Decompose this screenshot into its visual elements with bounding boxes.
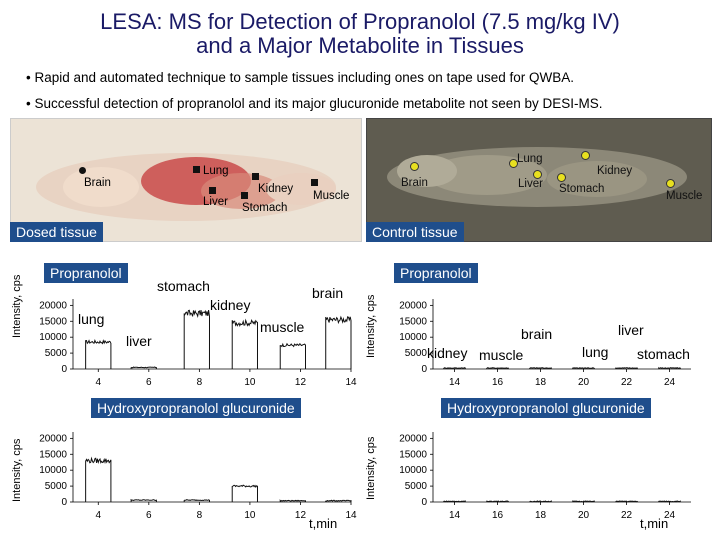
dosed-label-stomach: Stomach (242, 202, 288, 214)
y-tick-label: 10000 (399, 332, 427, 344)
dosed-label-liver: Liver (203, 196, 228, 208)
trace-muscle (487, 501, 509, 502)
x-tick-label: 14 (448, 510, 461, 521)
trace-muscle (280, 344, 305, 369)
dosed-label-lung: Lung (203, 165, 229, 177)
x-tick-label: 4 (95, 510, 102, 521)
y-tick-label: 5000 (44, 348, 67, 360)
x-tick-label: 10 (244, 377, 256, 388)
dosed-label-brain: Brain (84, 177, 111, 189)
title-line-1: LESA: MS for Detection of Propranolol (7.5 mg/kg IV) (100, 9, 620, 34)
chart3-plot (39, 428, 357, 528)
dosed-tissue-label: Dosed tissue (10, 222, 103, 242)
y-tick-label: 20000 (399, 433, 427, 445)
control-label-brain: Brain (401, 177, 428, 189)
trace-kidney (232, 485, 257, 502)
chart4-title: Hydroxypropranolol glucuronide (441, 398, 651, 418)
x-tick-label: 10 (244, 510, 256, 521)
sample-dot-brain (79, 167, 86, 174)
chart3-title: Hydroxypropranolol glucuronide (91, 398, 301, 418)
x-tick-label: 24 (663, 510, 676, 521)
x-tick-label: 12 (294, 377, 307, 388)
chart4-xlabel: t,min (640, 516, 669, 531)
x-tick-label: 16 (491, 377, 504, 388)
sample-dot-stomach (241, 192, 248, 199)
chart2-annot-brain: brain (521, 326, 553, 342)
chart2-annot-stomach: stomach (637, 346, 690, 362)
y-tick-label: 0 (421, 497, 427, 508)
x-tick-label: 16 (491, 510, 504, 521)
y-tick-label: 5000 (404, 348, 427, 360)
y-tick-label: 0 (61, 364, 67, 375)
chart1-annot-brain: brain (312, 285, 344, 301)
y-tick-label: 10000 (39, 332, 67, 344)
chart1-annot-lung: lung (78, 311, 105, 327)
chart2-annot-lung: lung (582, 344, 609, 360)
x-tick-label: 14 (448, 377, 461, 388)
chart2-annot-kidney: kidney (427, 345, 468, 361)
y-tick-label: 20000 (39, 300, 67, 312)
control-dot-brain (410, 162, 419, 171)
slide-title (0, 10, 720, 58)
sample-dot-liver (209, 187, 216, 194)
y-tick-label: 20000 (399, 300, 427, 312)
control-label-liver: Liver (518, 178, 543, 190)
y-tick-label: 20000 (39, 433, 67, 445)
dosed-label-kidney: Kidney (258, 183, 294, 195)
x-tick-label: 22 (620, 377, 633, 388)
y-tick-label: 0 (421, 364, 427, 375)
chart2-title: Propranolol (394, 263, 478, 283)
chart2-ylabel: Intensity, cps (365, 294, 377, 358)
chart3-ylabel: Intensity, cps (11, 438, 23, 502)
x-tick-label: 14 (345, 510, 357, 521)
control-dot-stomach (557, 173, 566, 182)
y-tick-label: 5000 (404, 481, 427, 493)
chart2-annot-muscle: muscle (479, 347, 524, 363)
chart4-ylabel: Intensity, cps (365, 436, 377, 500)
y-tick-label: 10000 (39, 465, 67, 477)
x-tick-label: 14 (345, 377, 357, 388)
control-dot-kidney (581, 151, 590, 160)
control-label-kidney: Kidney (597, 165, 633, 177)
x-tick-label: 4 (95, 377, 102, 388)
dosed-label-muscle: Muscle (313, 190, 350, 202)
x-tick-label: 24 (663, 377, 676, 388)
chart3-xlabel: t,min (309, 516, 338, 531)
chart1-annot-stomach: stomach (157, 278, 210, 294)
x-tick-label: 8 (196, 377, 203, 388)
x-tick-label: 22 (620, 510, 633, 521)
x-tick-label: 6 (146, 510, 152, 521)
chart4-plot (399, 428, 695, 528)
chart1-annot-kidney: kidney (210, 297, 251, 313)
y-tick-label: 5000 (44, 481, 67, 493)
control-label-lung: Lung (517, 153, 543, 165)
control-tissue-label: Control tissue (366, 222, 464, 242)
y-tick-label: 15000 (39, 449, 67, 461)
chart2-annot-liver: liver (618, 322, 644, 338)
chart2-plot (399, 295, 695, 395)
trace-lung (86, 341, 111, 370)
sample-dot-kidney (252, 173, 259, 180)
title-line-2: and a Major Metabolite in Tissues (196, 33, 524, 58)
trace-kidney (232, 320, 257, 369)
chart1-annot-muscle: muscle (260, 319, 305, 335)
y-tick-label: 15000 (399, 316, 427, 328)
y-tick-label: 0 (61, 497, 67, 508)
x-tick-label: 12 (294, 510, 307, 521)
x-tick-label: 20 (577, 377, 590, 388)
trace-brain (326, 317, 351, 369)
chart1-annot-liver: liver (126, 333, 152, 349)
x-tick-label: 18 (534, 510, 547, 521)
y-tick-label: 10000 (399, 465, 427, 477)
chart1-title: Propranolol (44, 263, 128, 283)
y-tick-label: 15000 (399, 449, 427, 461)
chart1-plot (39, 295, 357, 395)
trace-stomach (184, 310, 209, 369)
x-tick-label: 18 (534, 377, 547, 388)
trace-lung (86, 458, 111, 502)
control-label-stomach: Stomach (559, 183, 605, 195)
control-label-muscle: Muscle (666, 190, 703, 202)
x-tick-label: 6 (146, 377, 152, 388)
bullet-2: • Successful detection of propranolol and its major glucuronide metabolite not seen by DESI-MS. (26, 96, 603, 111)
sample-dot-muscle (311, 179, 318, 186)
x-tick-label: 20 (577, 510, 590, 521)
chart1-ylabel: Intensity, cps (11, 274, 23, 338)
control-dot-muscle (666, 179, 675, 188)
bullet-1: • Rapid and automated technique to sample tissues including ones on tape used for QWBA. (26, 70, 575, 85)
sample-dot-lung (193, 166, 200, 173)
x-tick-label: 8 (196, 510, 203, 521)
y-tick-label: 15000 (39, 316, 67, 328)
